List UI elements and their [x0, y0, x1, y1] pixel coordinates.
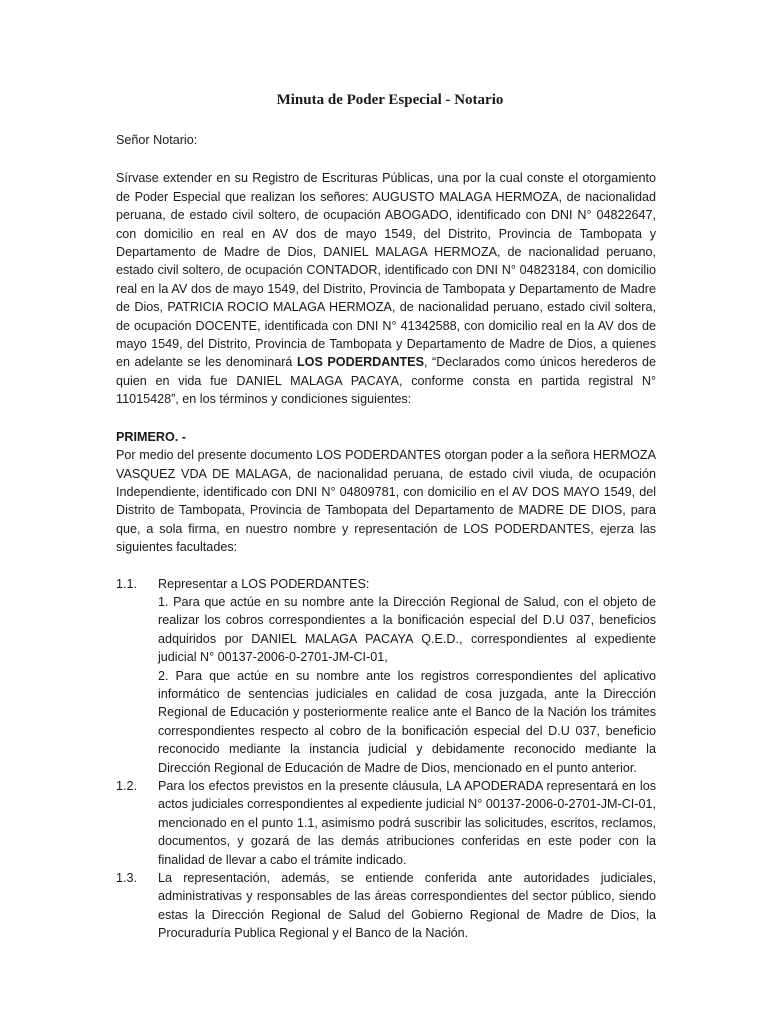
clause-1-3 — [116, 869, 656, 943]
clause-line: La representación, además, se entiende conferida ante autoridades judiciales, administrativas y responsables de las áreas correspondientes del sector público, siendo estas la Dirección Regional de Salud del Gobierno Regional de Madre de Dios, la Procuraduría Publica Regional y el Banco de la Nación. — [158, 871, 656, 941]
clause-1-2 — [116, 777, 656, 869]
clause-body — [158, 869, 656, 943]
intro-paragraph — [116, 169, 656, 408]
clause-body — [158, 777, 656, 869]
clause-1-1 — [116, 575, 656, 777]
clause-list — [116, 575, 656, 943]
clause-number: 1.2. — [116, 779, 138, 793]
clause-number: 1.1. — [116, 576, 138, 591]
primero-paragraph: Por medio del presente documento LOS PODERDANTES otorgan poder a la señora HERMOZA VASQUEZ VDA DE MALAGA, de nacionalidad peruana, de estado civil viuda, de ocupación Independiente, identificado con DNI N° 04809781, con domicilio en el AV DOS MAYO 1549, del Distrito de Tambopata, Provincia de Tambopata del Departamento de MADRE DE DIOS, para que, a sola firma, en nuestro nombre y representación de LOS PODERDANTES, ejerza las siguientes facultades: — [116, 448, 656, 555]
intro-bold-term: LOS PODERDANTES — [296, 355, 424, 370]
intro-text-1: Sírvase extender en su Registro de Escrituras Públicas, una por la cual conste el otorgamiento de Poder Especial que realizan los señores: AUGUSTO MALAGA HERMOZA, de nacionalidad peruana, de estado civil soltero, de ocupación ABOGADO, identificado con DNI N° 04822647, con domicilio en real en AV dos de mayo 1549, del Distrito, Provincia de Tambopata y Departamento de Madre de Dios, DANIEL MALAGA HERMOZA, de nacionalidad peruano, estado civil soltero, de ocupación CONTADOR, identificado con DNI N° 04823184, con domicilio real en la AV dos de mayo 1549, del Distrito, Provincia de Tambopata y Departamento de Madre de Dios, PATRICIA ROCIO MALAGA HERMOZA, de nacionalidad peruano, estado civil soltera, de ocupación DOCENTE, identificada con DNI N° 41342588, con domicilio real en la AV dos de mayo 1549, del Distrito, Provincia de Tambopata y Departamento de Madre de Dios, a quienes en adelante se les denominará — [116, 171, 656, 370]
section-heading-primero: PRIMERO. - — [116, 429, 186, 444]
greeting: Señor Notario: — [116, 133, 198, 147]
clause-line: Representar a LOS PODERDANTES: — [158, 576, 370, 591]
document-title: Minuta de Poder Especial - Notario — [276, 92, 504, 108]
intro-text-2: , “Declarados como únicos herederos de quien en vida fue DANIEL MALAGA PACAYA, conforme consta en partida registral N° 11015428”, en los términos y condiciones siguientes: — [116, 355, 656, 407]
clause-line: 1. Para que actúe en su nombre ante la Dirección Regional de Salud, con el objeto de realizar los cobros correspondientes a la bonificación especial del D.U 037, beneficios adquiridos por DANIEL MALAGA PACAYA Q.E.D., correspondientes al expediente judicial N° 00137-2006-0-2701-JM-CI-01, — [158, 594, 656, 665]
clause-line: Para los efectos previstos en la presente cláusula, LA APODERADA representará en los actos judiciales correspondientes al expediente judicial N° 00137-2006-0-2701-JM-CI-01, mencionado en el punto 1.1, asimismo podrá suscribir las solicitudes, escritos, reclamos, documentos, y gozará de las demás atribuciones conferidas en este poder con la finalidad de llevar a cabo el trámite indicado. — [158, 779, 656, 867]
clause-number: 1.3. — [116, 871, 138, 886]
clause-line: 2. Para que actúe en su nombre ante los registros correspondientes del aplicativo informático de sentencias judiciales en calidad de cosa juzgada, ante la Dirección Regional de Educación y posteriormente realice ante el Banco de la Nación los trámites correspondientes respecto al cobro de la bonificación especial del D.U 037, beneficio reconocido mediante la instancia judicial y debidamente reconocido mediante la Dirección Regional de Educación de Madre de Dios, mencionado en el punto anterior. — [158, 668, 656, 775]
clause-body — [158, 575, 656, 777]
